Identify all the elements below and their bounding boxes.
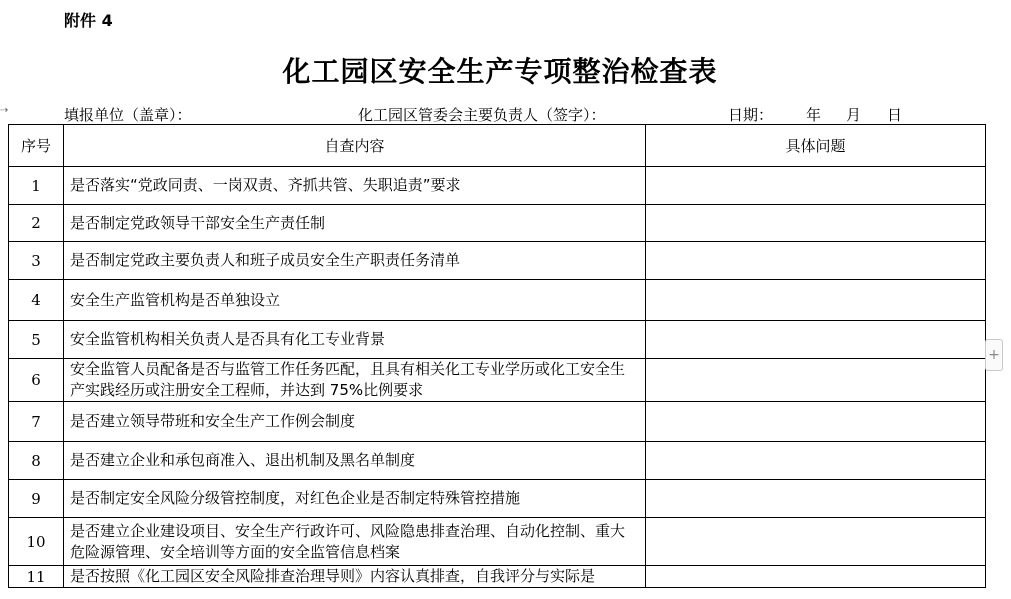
row-number: 6 xyxy=(9,359,64,402)
attachment-label: 附件 4 xyxy=(64,11,113,30)
table-header-row xyxy=(9,125,986,167)
table-row xyxy=(9,402,986,442)
row-issue-cell[interactable] xyxy=(646,402,986,442)
row-number: 2 xyxy=(9,205,64,242)
row-issue-cell[interactable] xyxy=(646,280,986,321)
row-content: 安全监管人员配备是否与监管工作任务匹配，且具有相关化工专业学历或化工安全生产实践经历或注册安全工程师，并达到 75%比例要求 xyxy=(64,359,646,402)
row-number: 4 xyxy=(9,280,64,321)
document-title: 化工园区安全生产专项整治检查表 xyxy=(282,55,718,88)
table-row xyxy=(9,167,986,205)
row-content: 是否制定党政主要负责人和班子成员安全生产职责任务清单 xyxy=(64,242,646,280)
leader-label: 化工园区管委会主要负责人（签字）： xyxy=(358,106,606,124)
day-label: 日 xyxy=(887,106,903,124)
table-row xyxy=(9,442,986,480)
row-issue-cell[interactable] xyxy=(646,442,986,480)
row-issue-cell[interactable] xyxy=(646,359,986,402)
add-row-plus-icon[interactable]: + xyxy=(985,339,1003,371)
header-issue: 具体问题 xyxy=(646,125,986,167)
header-number: 序号 xyxy=(9,125,64,167)
row-issue-cell[interactable] xyxy=(646,480,986,518)
row-issue-cell[interactable] xyxy=(646,518,986,566)
row-content: 是否建立领导带班和安全生产工作例会制度 xyxy=(64,402,646,442)
row-number: 11 xyxy=(9,566,64,588)
row-issue-cell[interactable] xyxy=(646,242,986,280)
table-row xyxy=(9,566,986,588)
table-row xyxy=(9,480,986,518)
row-content: 是否制定党政领导干部安全生产责任制 xyxy=(64,205,646,242)
row-issue-cell[interactable] xyxy=(646,205,986,242)
row-content: 是否按照《化工园区安全风险排查治理导则》内容认真排查，自我评分与实际是 xyxy=(64,566,646,588)
row-content: 是否落实“党政同责、一岗双责、齐抓共管、失职追责”要求 xyxy=(64,167,646,205)
unit-label: 填报单位（盖章）： xyxy=(64,106,192,124)
row-handle-icon[interactable]: ⇢ xyxy=(0,105,9,116)
month-label: 月 xyxy=(846,106,862,124)
row-number: 8 xyxy=(9,442,64,480)
table-row xyxy=(9,280,986,321)
header-content: 自查内容 xyxy=(64,125,646,167)
year-label: 年 xyxy=(806,106,822,124)
row-number: 3 xyxy=(9,242,64,280)
row-content: 是否建立企业和承包商准入、退出机制及黑名单制度 xyxy=(64,442,646,480)
row-content: 是否建立企业建设项目、安全生产行政许可、风险隐患排查治理、自动化控制、重大危险源管理、安全培训等方面的安全监管信息档案 xyxy=(64,518,646,566)
table-row xyxy=(9,205,986,242)
row-content: 安全监管机构相关负责人是否具有化工专业背景 xyxy=(64,321,646,359)
table-row xyxy=(9,242,986,280)
row-issue-cell[interactable] xyxy=(646,321,986,359)
date-label: 日期： xyxy=(728,106,774,124)
row-content: 安全生产监管机构是否单独设立 xyxy=(64,280,646,321)
row-number: 1 xyxy=(9,167,64,205)
table-row xyxy=(9,321,986,359)
row-number: 5 xyxy=(9,321,64,359)
table-row xyxy=(9,359,986,402)
row-issue-cell[interactable] xyxy=(646,167,986,205)
inspection-table xyxy=(8,124,986,588)
table-row xyxy=(9,518,986,566)
row-number: 7 xyxy=(9,402,64,442)
row-issue-cell[interactable] xyxy=(646,566,986,588)
row-number: 10 xyxy=(9,518,64,566)
row-content: 是否制定安全风险分级管控制度，对红色企业是否制定特殊管控措施 xyxy=(64,480,646,518)
row-number: 9 xyxy=(9,480,64,518)
